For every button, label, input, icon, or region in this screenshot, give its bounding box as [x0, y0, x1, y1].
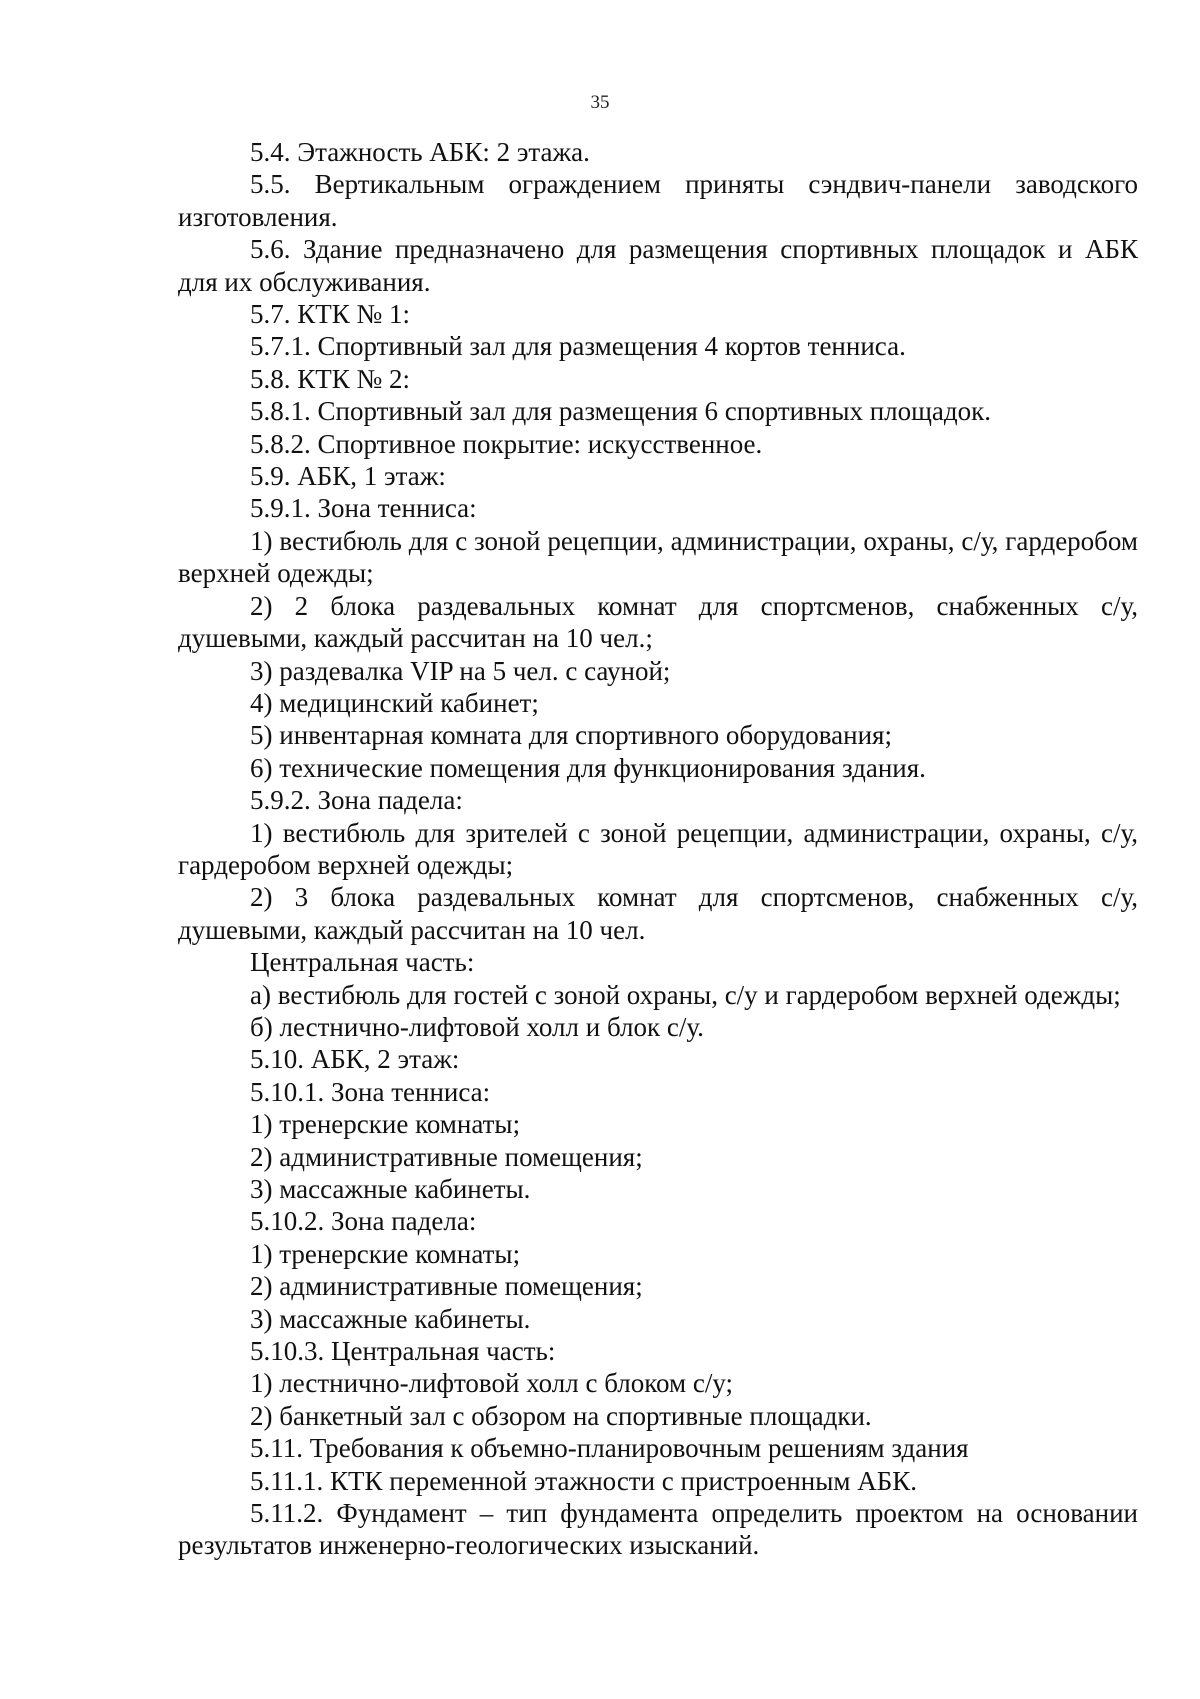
paragraph: 5.10.1. Зона тенниса:: [250, 1076, 491, 1107]
paragraph: 6) технические помещения для функционирования здания.: [250, 752, 926, 783]
paragraph: 1) вестибюль для с зоной рецепции, администрации, охраны, с/у, гардеробом верхней одежды;: [178, 525, 1138, 589]
paragraph: 5.7. КТК № 1:: [250, 299, 411, 330]
page-number: 35: [590, 92, 610, 113]
paragraph: а) вестибюль для гостей с зоной охраны, с/у и гардеробом верхней одежды;: [250, 979, 1121, 1010]
paragraph: 5.8. КТК № 2:: [250, 363, 411, 394]
paragraph: 5.9.1. Зона тенниса:: [250, 493, 477, 524]
paragraph: 1) лестнично-лифтовой холл с блоком с/у;: [250, 1368, 733, 1399]
paragraph: 4) медицинский кабинет;: [250, 687, 539, 718]
paragraph: 5.7.1. Спортивный зал для размещения 4 кортов тенниса.: [250, 331, 906, 362]
paragraph: 5.10. АБК, 2 этаж:: [250, 1044, 460, 1075]
paragraph: 2) административные помещения;: [250, 1271, 643, 1302]
paragraph: 2) 2 блока раздевальных комнат для спортсменов, снабженных с/у, душевыми, каждый рассчитан на 10 чел.;: [178, 590, 1138, 654]
paragraph: 5.9.2. Зона падела:: [250, 785, 463, 816]
paragraph: 5.11. Требования к объемно-планировочным решениям здания: [250, 1433, 969, 1464]
paragraph: 5.11.2. Фундамент – тип фундамента определить проектом на основании результатов инженерно-геологических изысканий.: [178, 1498, 1138, 1561]
paragraph: 5.9. АБК, 1 этаж:: [250, 461, 446, 492]
paragraph: б) лестнично-лифтовой холл и блок с/у.: [250, 1011, 704, 1042]
paragraph: 1) тренерские комнаты;: [250, 1109, 521, 1140]
paragraph: Центральная часть:: [250, 947, 475, 978]
paragraph: 5.10.3. Центральная часть:: [250, 1336, 556, 1367]
paragraph: 5.10.2. Зона падела:: [250, 1206, 477, 1237]
paragraph: 1) тренерские комнаты;: [250, 1238, 521, 1269]
paragraph: 5.6. Здание предназначено для размещения спортивных площадок и АБК для их обслуживания.: [178, 234, 1138, 297]
paragraph: 3) раздевалка VIP на 5 чел. с сауной;: [250, 655, 671, 686]
paragraph: 2) 3 блока раздевальных комнат для спортсменов, снабженных с/у, душевыми, каждый рассчитан на 10 чел.: [178, 882, 1138, 945]
paragraph: 3) массажные кабинеты.: [250, 1303, 531, 1334]
paragraph: 5.5. Вертикальным ограждением приняты сэндвич-панели заводского изготовления.: [178, 169, 1138, 232]
paragraph: 3) массажные кабинеты.: [250, 1174, 531, 1204]
paragraph: 5.11.1. КТК переменной этажности с пристроенным АБК.: [250, 1465, 917, 1496]
paragraph: 5.8.2. Спортивное покрытие: искусственное.: [250, 428, 763, 459]
paragraph: 1) вестибюль для зрителей с зоной рецепции, администрации, охраны, с/у, гардеробом верхней одежды;: [178, 817, 1138, 880]
paragraph: 2) административные помещения;: [250, 1141, 643, 1172]
paragraph: 5.8.1. Спортивный зал для размещения 6 спортивных площадок.: [250, 396, 992, 427]
paragraph: 5) инвентарная комната для спортивного оборудования;: [250, 720, 892, 751]
paragraph: 2) банкетный зал с обзором на спортивные площадки.: [250, 1400, 872, 1431]
paragraph: 5.4. Этажность АБК: 2 этажа.: [250, 137, 590, 167]
document-body: [178, 136, 1138, 1562]
